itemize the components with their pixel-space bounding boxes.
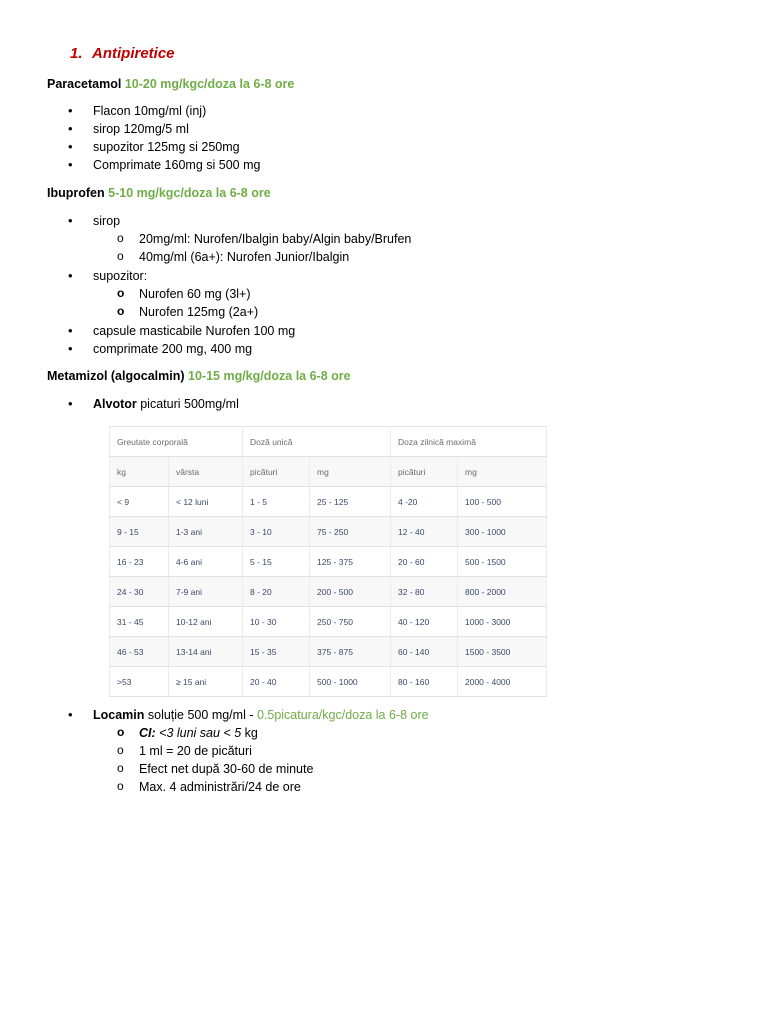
ci-text: <3 luni sau < 5	[155, 726, 242, 740]
table-column-header: picături	[391, 457, 458, 487]
table-cell: >53	[110, 667, 169, 697]
table-cell: 250 - 750	[310, 607, 391, 637]
paracetamol-name: Paracetamol	[47, 77, 122, 91]
locamin-dose: 0.5picatura/kgc/doza la 6-8 ore	[256, 708, 429, 722]
table-column-header: mg	[458, 457, 547, 487]
list-item: • Flacon 10mg/ml (inj)	[93, 104, 206, 118]
table-row	[110, 517, 547, 547]
table-sub-header-row	[110, 457, 547, 487]
table-column-header: mg	[310, 457, 391, 487]
table-group-header-row	[110, 427, 547, 457]
table-cell: 20 - 60	[391, 547, 458, 577]
list-item-locamin	[93, 708, 429, 722]
table-cell: 9 - 15	[110, 517, 169, 547]
paracetamol-line	[47, 77, 294, 91]
section-number: 1.	[70, 45, 83, 62]
table-cell: ≥ 15 ani	[169, 667, 243, 697]
ci-label: CI:	[139, 726, 156, 740]
section-heading	[70, 45, 175, 62]
table-cell: 75 - 250	[310, 517, 391, 547]
table-row	[110, 667, 547, 697]
list-subitem: o 1 ml = 20 de picături	[139, 744, 252, 758]
table-group-header: Doză unică	[243, 427, 391, 457]
table-cell: 7-9 ani	[169, 577, 243, 607]
table-cell: 1 - 5	[243, 487, 310, 517]
table-cell: 200 - 500	[310, 577, 391, 607]
metamizol-line	[47, 369, 351, 383]
table-cell: 12 - 40	[391, 517, 458, 547]
list-item: • supozitor 125mg si 250mg	[93, 140, 240, 154]
list-subitem: o Nurofen 60 mg (3l+)	[139, 287, 251, 301]
table-cell: 46 - 53	[110, 637, 169, 667]
table-cell: 15 - 35	[243, 637, 310, 667]
table-cell: 500 - 1000	[310, 667, 391, 697]
list-subitem: o Nurofen 125mg (2a+)	[139, 305, 258, 319]
ibuprofen-line	[47, 186, 271, 200]
list-item: • capsule masticabile Nurofen 100 mg	[93, 324, 295, 338]
table-cell: 125 - 375	[310, 547, 391, 577]
table-cell: 1500 - 3500	[458, 637, 547, 667]
table-cell: 5 - 15	[243, 547, 310, 577]
table-cell: 80 - 160	[391, 667, 458, 697]
table-group-header: Doza zilnică maximă	[391, 427, 547, 457]
table-cell: 60 - 140	[391, 637, 458, 667]
alvotor-description: picaturi 500mg/ml	[136, 397, 239, 411]
list-subitem: o Efect net după 30-60 de minute	[139, 762, 313, 776]
table-cell: 32 - 80	[391, 577, 458, 607]
locamin-description: soluție 500 mg/ml -	[144, 708, 257, 722]
table-cell: 25 - 125	[310, 487, 391, 517]
table-cell: 4-6 ani	[169, 547, 243, 577]
metamizol-name: Metamizol (algocalmin)	[47, 369, 185, 383]
ci-unit: kg	[241, 726, 258, 740]
table-cell: 1000 - 3000	[458, 607, 547, 637]
table-group-header: Greutate corporală	[110, 427, 243, 457]
alvotor-name: Alvotor	[93, 397, 137, 411]
table-row	[110, 487, 547, 517]
table-cell: 1-3 ani	[169, 517, 243, 547]
list-item: • sirop 120mg/5 ml	[93, 122, 189, 136]
paracetamol-dose: 10-20 mg/kgc/doza la 6-8 ore	[124, 77, 295, 91]
ibuprofen-name: Ibuprofen	[47, 186, 105, 200]
table-cell: 40 - 120	[391, 607, 458, 637]
table-row	[110, 637, 547, 667]
table-cell: 10 - 30	[243, 607, 310, 637]
table-column-header: vârsta	[169, 457, 243, 487]
metamizol-dose: 10-15 mg/kg/doza la 6-8 ore	[188, 369, 351, 383]
list-item: • sirop	[93, 214, 120, 228]
locamin-name: Locamin	[93, 708, 145, 722]
dosage-table	[109, 426, 547, 697]
list-subitem: o Max. 4 administrări/24 de ore	[139, 780, 301, 794]
list-item: • comprimate 200 mg, 400 mg	[93, 342, 252, 356]
table-cell: < 9	[110, 487, 169, 517]
table-cell: < 12 luni	[169, 487, 243, 517]
table-row	[110, 607, 547, 637]
table-cell: 300 - 1000	[458, 517, 547, 547]
table-cell: 2000 - 4000	[458, 667, 547, 697]
list-item-alvotor	[93, 397, 239, 411]
table-cell: 24 - 30	[110, 577, 169, 607]
table-cell: 500 - 1500	[458, 547, 547, 577]
table-cell: 4 -20	[391, 487, 458, 517]
table-column-header: kg	[110, 457, 169, 487]
section-title: Antipiretice	[92, 45, 175, 62]
table-cell: 10-12 ani	[169, 607, 243, 637]
list-item: • Comprimate 160mg si 500 mg	[93, 158, 260, 172]
table-cell: 3 - 10	[243, 517, 310, 547]
table-cell: 20 - 40	[243, 667, 310, 697]
table-cell: 8 - 20	[243, 577, 310, 607]
ibuprofen-dose: 5-10 mg/kgc/doza la 6-8 ore	[108, 186, 271, 200]
list-item: • supozitor:	[93, 269, 147, 283]
table-row	[110, 547, 547, 577]
table-cell: 100 - 500	[458, 487, 547, 517]
table-cell: 16 - 23	[110, 547, 169, 577]
list-subitem-contraindication	[139, 726, 258, 740]
list-subitem: o 20mg/ml: Nurofen/Ibalgin baby/Algin baby/Brufen	[139, 232, 411, 246]
table-column-header: picături	[243, 457, 310, 487]
list-subitem: o 40mg/ml (6a+): Nurofen Junior/Ibalgin	[139, 250, 349, 264]
table-cell: 13-14 ani	[169, 637, 243, 667]
table-cell: 375 - 875	[310, 637, 391, 667]
table-row	[110, 577, 547, 607]
table-cell: 800 - 2000	[458, 577, 547, 607]
table-cell: 31 - 45	[110, 607, 169, 637]
